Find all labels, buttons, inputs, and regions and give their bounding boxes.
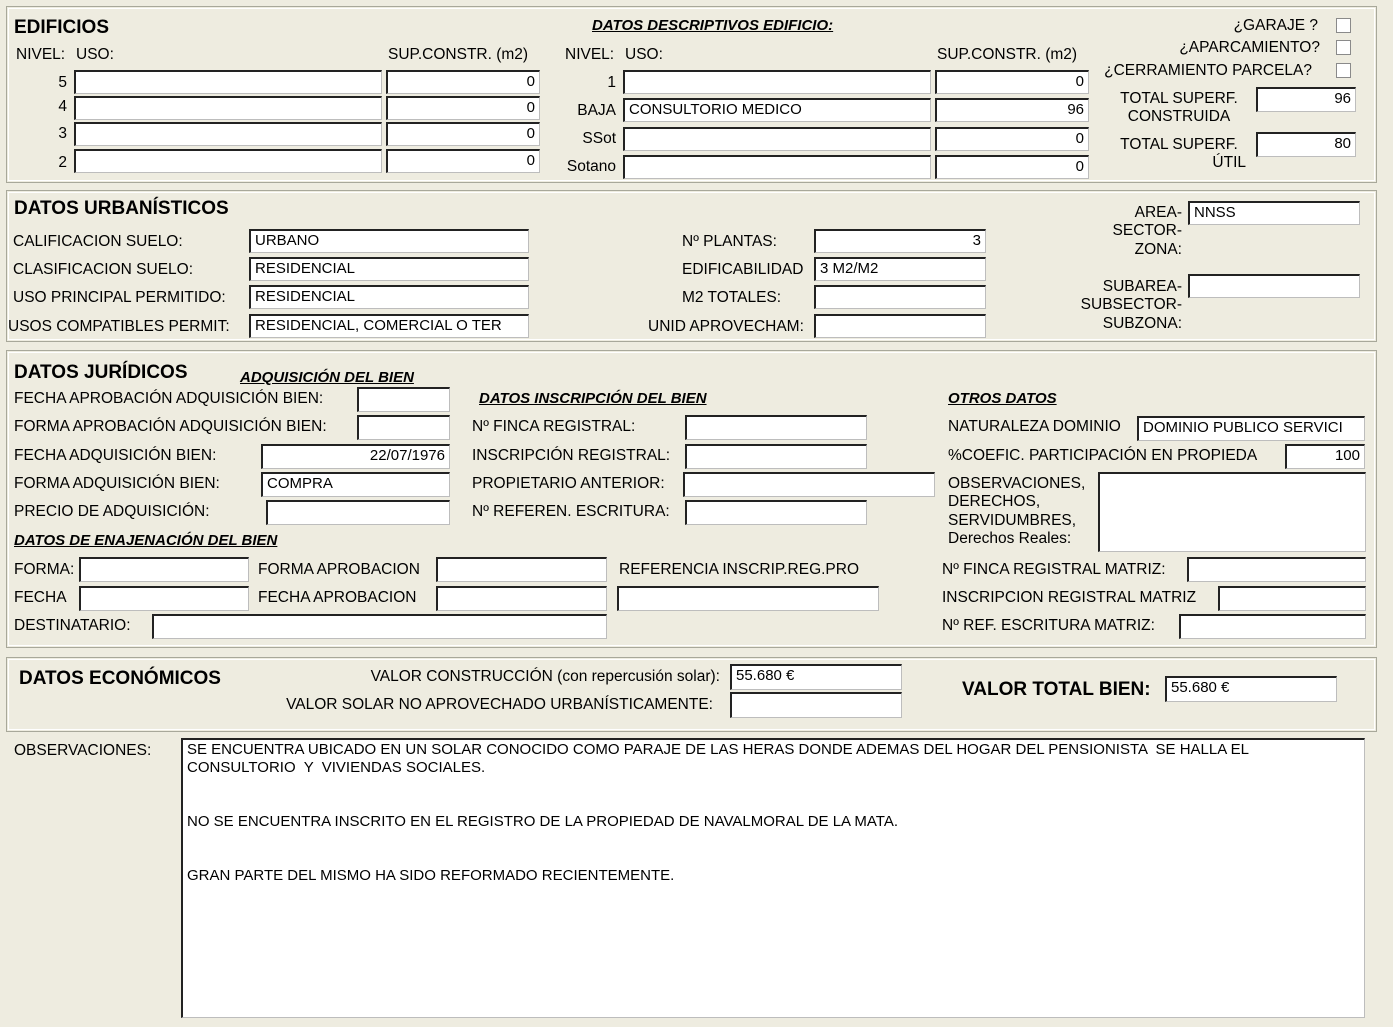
- edificios-row-uso-field[interactable]: [74, 122, 382, 146]
- edificios-row-nivel: 5: [58, 74, 67, 91]
- referencia-inscrip-field[interactable]: [617, 586, 879, 611]
- naturaleza-label: NATURALEZA DOMINIO: [948, 418, 1121, 435]
- uso-principal-label: USO PRINCIPAL PERMITIDO:: [13, 289, 226, 306]
- subarea-label: SUBSECTOR-: [1080, 296, 1182, 313]
- forma-label: FORMA:: [14, 561, 75, 578]
- descriptivos-row-nivel: SSot: [582, 130, 616, 147]
- fecha-field[interactable]: [79, 586, 249, 611]
- total-construida-label: CONSTRUIDA: [1127, 108, 1231, 125]
- observ-derechos-field[interactable]: [1098, 472, 1366, 552]
- total-util-label: ÚTIL: [1212, 154, 1246, 171]
- inscripcion-registral-field[interactable]: [685, 444, 867, 469]
- area-label: SECTOR-: [1112, 222, 1182, 239]
- subarea-label: SUBAREA-: [1102, 278, 1182, 295]
- economicos-title: DATOS ECONÓMICOS: [19, 668, 221, 689]
- edificios-row-nivel: 3: [58, 125, 67, 142]
- aparcamiento-checkbox[interactable]: [1336, 40, 1351, 55]
- descriptivos-row-uso-field[interactable]: CONSULTORIO MEDICO: [623, 98, 931, 122]
- edificios-row-sup-field[interactable]: 0: [386, 149, 540, 173]
- urbanisticos-title: DATOS URBANÍSTICOS: [14, 198, 229, 219]
- precio-adq-label: PRECIO DE ADQUISICIÓN:: [14, 503, 210, 520]
- unid-aprovecham-field[interactable]: [814, 314, 986, 338]
- edificios-title: EDIFICIOS: [14, 17, 110, 38]
- edificios-row-nivel: 4: [58, 98, 67, 115]
- observ-derechos-label: DERECHOS,: [948, 493, 1041, 510]
- observ-derechos-label: OBSERVACIONES,: [948, 475, 1086, 492]
- ref-escritura-matriz-label: Nº REF. ESCRITURA MATRIZ:: [942, 617, 1155, 634]
- descriptivos-row-uso-field[interactable]: [623, 155, 931, 179]
- area-label: ZONA:: [1134, 241, 1182, 258]
- edificios-row-uso-field[interactable]: [74, 149, 382, 173]
- propietario-anterior-label: PROPIETARIO ANTERIOR:: [472, 475, 665, 492]
- descriptivos-title: DATOS DESCRIPTIVOS EDIFICIO:: [592, 17, 834, 34]
- valor-total-label: VALOR TOTAL BIEN:: [962, 679, 1151, 700]
- fecha-aprobacion-label: FECHA APROBACION: [258, 589, 417, 606]
- descriptivos-nivel-label: NIVEL:: [565, 46, 615, 63]
- edificios-row-uso-field[interactable]: [74, 70, 382, 94]
- garaje-label: ¿GARAJE ?: [1233, 17, 1318, 34]
- usos-compatibles-field[interactable]: RESIDENCIAL, COMERCIAL O TER: [249, 314, 529, 338]
- destinatario-label: DESTINATARIO:: [14, 617, 131, 634]
- total-construida-field[interactable]: 96: [1256, 87, 1356, 112]
- observaciones-field[interactable]: SE ENCUENTRA UBICADO EN UN SOLAR CONOCIDO COMO PARAJE DE LAS HERAS DONDE ADEMAS DEL HOGAR DEL PENSIONISTA SE HALLA EL CONSULTORIO Y VIVIENDAS SOCIALES. NO SE ENCUENTRA INSCRITO EN EL REGISTRO DE LA PROPIEDAD DE NAVALMORAL DE LA MATA. GRAN PARTE DEL MISMO HA SIDO REFORMADO RECIENTEMENTE.: [181, 738, 1365, 1018]
- edificios-row-uso-field[interactable]: [74, 96, 382, 120]
- fecha-label: FECHA: [14, 589, 67, 606]
- clasificacion-field[interactable]: RESIDENCIAL: [249, 257, 529, 281]
- referencia-inscrip-label: REFERENCIA INSCRIP.REG.PRO: [619, 561, 860, 578]
- valor-solar-label: VALOR SOLAR NO APROVECHADO URBANÍSTICAMENTE:: [286, 696, 713, 713]
- calificacion-label: CALIFICACION SUELO:: [13, 233, 183, 250]
- coefic-field[interactable]: 100: [1285, 444, 1365, 469]
- fecha-aprob-adq-label: FECHA APROBACIÓN ADQUISICIÓN BIEN:: [14, 390, 324, 407]
- inscripcion-title: DATOS INSCRIPCIÓN DEL BIEN: [479, 390, 707, 407]
- fecha-aprobacion-field[interactable]: [436, 586, 607, 611]
- valor-construccion-label: VALOR CONSTRUCCIÓN (con repercusión solar):: [370, 668, 720, 685]
- inscripcion-matriz-label: INSCRIPCION REGISTRAL MATRIZ: [942, 589, 1197, 606]
- aparcamiento-label: ¿APARCAMIENTO?: [1179, 39, 1320, 56]
- total-construida-label: TOTAL SUPERF.: [1120, 90, 1238, 107]
- subarea-label: SUBZONA:: [1102, 315, 1182, 332]
- total-util-field[interactable]: 80: [1256, 132, 1356, 157]
- clasificacion-label: CLASIFICACION SUELO:: [13, 261, 194, 278]
- total-util-label: TOTAL SUPERF.: [1120, 136, 1238, 153]
- cerramiento-label: ¿CERRAMIENTO PARCELA?: [1104, 62, 1312, 79]
- juridicos-title: DATOS JURÍDICOS: [14, 362, 188, 383]
- adquisicion-title: ADQUISICIÓN DEL BIEN: [240, 369, 414, 386]
- area-label: AREA-: [1134, 204, 1182, 221]
- edificabilidad-label: EDIFICABILIDAD: [682, 261, 804, 278]
- inscripcion-registral-label: INSCRIPCIÓN REGISTRAL:: [472, 447, 671, 464]
- forma-aprobacion-field[interactable]: [436, 557, 607, 582]
- edificios-row-sup-field[interactable]: 0: [386, 70, 540, 94]
- garaje-checkbox[interactable]: [1336, 18, 1351, 33]
- descriptivos-row-nivel: Sotano: [566, 158, 616, 175]
- precio-adq-field[interactable]: [266, 500, 450, 525]
- finca-matriz-label: Nº FINCA REGISTRAL MATRIZ:: [942, 561, 1166, 578]
- forma-adq-field[interactable]: COMPRA: [261, 472, 450, 497]
- edificios-nivel-label: NIVEL:: [16, 46, 66, 63]
- referen-escritura-field[interactable]: [685, 500, 867, 525]
- m2-totales-field[interactable]: [814, 285, 986, 309]
- edificios-sup-label: SUP.CONSTR. (m2): [388, 46, 529, 63]
- m2-totales-label: M2 TOTALES:: [682, 289, 782, 306]
- inscripcion-matriz-field[interactable]: [1218, 586, 1366, 611]
- descriptivos-row-uso-field[interactable]: [623, 70, 931, 94]
- valor-construccion-field[interactable]: 55.680 €: [730, 664, 902, 690]
- enajenacion-title: DATOS DE ENAJENACIÓN DEL BIEN: [14, 532, 278, 549]
- descriptivos-row-sup-field[interactable]: 0: [935, 127, 1089, 151]
- plantas-label: Nº PLANTAS:: [682, 233, 777, 250]
- subarea-field[interactable]: [1188, 274, 1360, 298]
- ref-escritura-matriz-field[interactable]: [1179, 614, 1366, 639]
- unid-aprovecham-label: UNID APROVECHAM:: [648, 318, 804, 335]
- area-field[interactable]: NNSS: [1188, 201, 1360, 225]
- calificacion-field[interactable]: URBANO: [249, 229, 529, 253]
- forma-adq-label: FORMA ADQUISICIÓN BIEN:: [14, 475, 220, 492]
- uso-principal-field[interactable]: RESIDENCIAL: [249, 285, 529, 309]
- descriptivos-row-nivel: 1: [607, 74, 616, 91]
- valor-total-field[interactable]: 55.680 €: [1165, 676, 1337, 702]
- descriptivos-row-nivel: BAJA: [577, 102, 616, 119]
- naturaleza-field[interactable]: DOMINIO PUBLICO SERVICI: [1137, 416, 1365, 441]
- fecha-adq-label: FECHA ADQUISICIÓN BIEN:: [14, 447, 217, 464]
- finca-registral-label: Nº FINCA REGISTRAL:: [472, 418, 636, 435]
- usos-compatibles-label: USOS COMPATIBLES PERMIT:: [8, 318, 230, 335]
- descriptivos-row-sup-field[interactable]: 96: [935, 98, 1089, 122]
- forma-aprob-adq-label: FORMA APROBACIÓN ADQUISICIÓN BIEN:: [14, 418, 327, 435]
- forma-field[interactable]: [79, 557, 249, 582]
- edificios-uso-label: USO:: [76, 46, 114, 63]
- observ-derechos-label: SERVIDUMBRES,: [948, 512, 1077, 529]
- forma-aprobacion-label: FORMA APROBACION: [258, 561, 420, 578]
- plantas-field[interactable]: 3: [814, 229, 986, 253]
- finca-registral-field[interactable]: [685, 415, 867, 440]
- descriptivos-row-sup-field[interactable]: 0: [935, 155, 1089, 179]
- cerramiento-checkbox[interactable]: [1336, 63, 1351, 78]
- destinatario-field[interactable]: [152, 614, 607, 639]
- edificios-row-sup-field[interactable]: 0: [386, 96, 540, 120]
- descriptivos-uso-label: USO:: [625, 46, 663, 63]
- fecha-aprob-adq-field[interactable]: [357, 387, 450, 412]
- coefic-label: %COEFIC. PARTICIPACIÓN EN PROPIEDA: [948, 447, 1258, 464]
- edificios-row-nivel: 2: [58, 154, 67, 171]
- fecha-adq-field[interactable]: 22/07/1976: [261, 444, 450, 469]
- valor-solar-field[interactable]: [730, 692, 902, 718]
- descriptivos-row-uso-field[interactable]: [623, 127, 931, 151]
- descriptivos-row-sup-field[interactable]: 0: [935, 70, 1089, 94]
- referen-escritura-label: Nº REFEREN. ESCRITURA:: [472, 503, 670, 520]
- observaciones-label: OBSERVACIONES:: [14, 742, 152, 759]
- otros-datos-title: OTROS DATOS: [948, 390, 1057, 407]
- descriptivos-sup-label: SUP.CONSTR. (m2): [937, 46, 1078, 63]
- finca-matriz-field[interactable]: [1187, 557, 1366, 582]
- observ-derechos-label: Derechos Reales:: [948, 530, 1072, 547]
- edificios-row-sup-field[interactable]: 0: [386, 122, 540, 146]
- edificabilidad-field[interactable]: 3 M2/M2: [814, 257, 986, 281]
- propietario-anterior-field[interactable]: [683, 472, 935, 497]
- forma-aprob-adq-field[interactable]: [357, 415, 450, 440]
